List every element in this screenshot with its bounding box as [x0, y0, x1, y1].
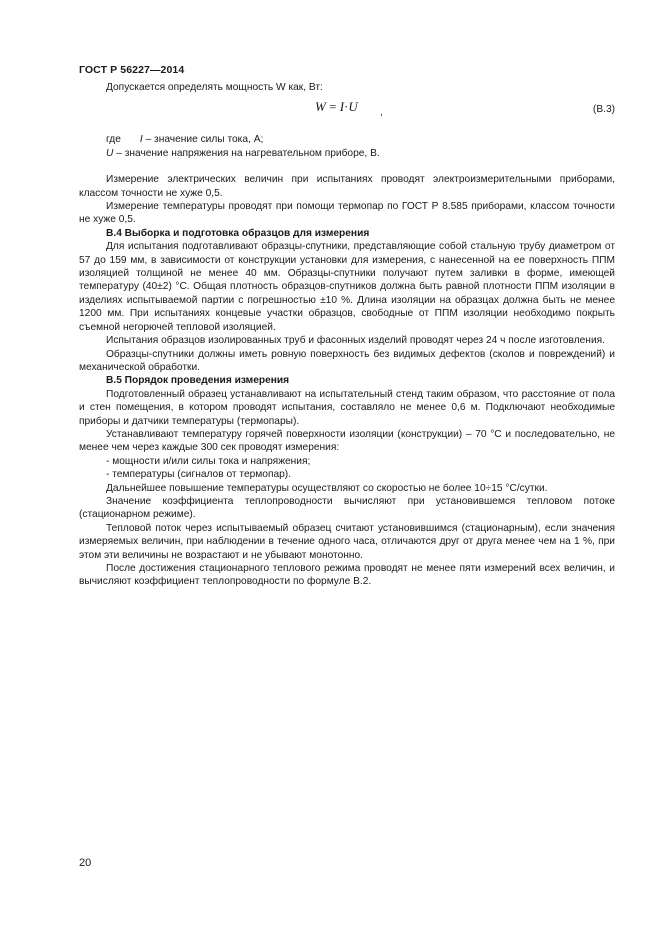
page-number: 20 [79, 857, 92, 869]
where-u-text: – значение напряжения на нагревательном приборе, В. [116, 147, 380, 159]
standard-header: ГОСТ Р 56227—2014 [79, 64, 185, 76]
paragraph-samples: Для испытания подготавливают образцы-спутники, представляющие собой стальную трубу диаметром от 57 до 159 мм, в зависимости от конструкции установки для измерения, с нанесенной на ее поверхность ППМ изоляцией толщиной не менее 40 мм. Образцы-спутники получают путем заливки в форме, имеющей температуру (40±2) °С. Общая плотность образцов-спутников должна быть равной плотности ППМ изоляции в изделиях испытываемой партии с погрешностью ±10 %. Длина изоляции на образцах должна быть не менее 1200 мм. При испытаниях концевые участки образцов, свободные от ППМ изоляции необходимо покрыть съемной негорючей тепловой изоляцией. [79, 241, 615, 333]
formula-expression [315, 100, 358, 113]
paragraph-temperature: Измерение температуры проводят при помощи термопар по ГОСТ Р 8.585 приборами, классом точности не хуже 0,5. [79, 201, 615, 226]
paragraph-steady-flow: Тепловой поток через испытываемый образец считают установившимся (стационарным), если значения измеряемых величин, при наблюдении в течение одного часа, отличаются друг от друга менее чем на 1 %, при этом эти величины не возрастают и не убывают монотонно. [79, 522, 615, 561]
paragraph-surface: Образцы-спутники должны иметь ровную поверхность без видимых дефектов (сколов и повреждений) и механической обработки. [79, 348, 615, 373]
where-i-text: – значение силы тока, А; [145, 134, 264, 146]
where-word: где [106, 134, 121, 146]
formula-comma: , [380, 107, 383, 119]
paragraph-setpoint: Устанавливают температуру горячей поверхности изоляции (конструкции) – 70 °С и последовательно, не менее чем через каждые 300 сек проводят измерения: [79, 428, 615, 454]
formula-lhs: W [315, 99, 326, 115]
paragraph-heating-rate: Дальнейшее повышение температуры осуществляют со скоростью не более 10÷15 °С/сутки. [106, 482, 548, 494]
where-block [79, 133, 615, 160]
formula-number: (В.3) [592, 104, 615, 116]
where-u-symbol: U [106, 147, 114, 159]
formula-block [79, 94, 615, 132]
paragraph-testing-time: Испытания образцов изолированных труб и фасонных изделий проводят через 24 ч после изготовления. [106, 335, 605, 347]
where-voltage [79, 147, 615, 160]
paragraph-electrical: Измерение электрических величин при испытаниях проводят электроизмерительными приборами, классом точности не хуже 0,5. [79, 174, 615, 199]
paragraph-installation: Подготовленный образец устанавливают на испытательный стенд таким образом, что расстояние от пола и стен помещения, в котором проводят испытания, составляло не менее 0,6 м. Подключают необходимые приборы и датчики температуры (термопары). [79, 388, 615, 427]
paragraph-final-measurements: После достижения стационарного теплового режима проводят не менее пяти измерений всех величин, и вычисляют коэффициент теплопроводности по формуле В.2. [79, 563, 615, 588]
intro-paragraph: Допускается определять мощность W как, Вт: [106, 82, 323, 93]
list-item-thermocouples: - температуры (сигналов от термопар). [106, 469, 292, 481]
formula-dot: · [344, 99, 349, 115]
list-item-power: - мощности и/или силы тока и напряжения; [106, 455, 311, 467]
paragraph-conductivity: Значение коэффициента теплопроводности вычисляют при установившемся тепловом потоке (стационарном режиме). [79, 495, 615, 521]
formula-equals: = [329, 99, 337, 115]
where-i-symbol: I [139, 134, 143, 146]
section-heading-b4: В.4 Выборка и подготовка образцов для измерения [106, 227, 370, 239]
section-heading-b5: В.5 Порядок проведения измерения [106, 375, 290, 387]
where-current [79, 133, 615, 146]
formula-voltage: U [348, 99, 358, 115]
formula-current: I [339, 99, 345, 115]
document-body [79, 81, 615, 589]
